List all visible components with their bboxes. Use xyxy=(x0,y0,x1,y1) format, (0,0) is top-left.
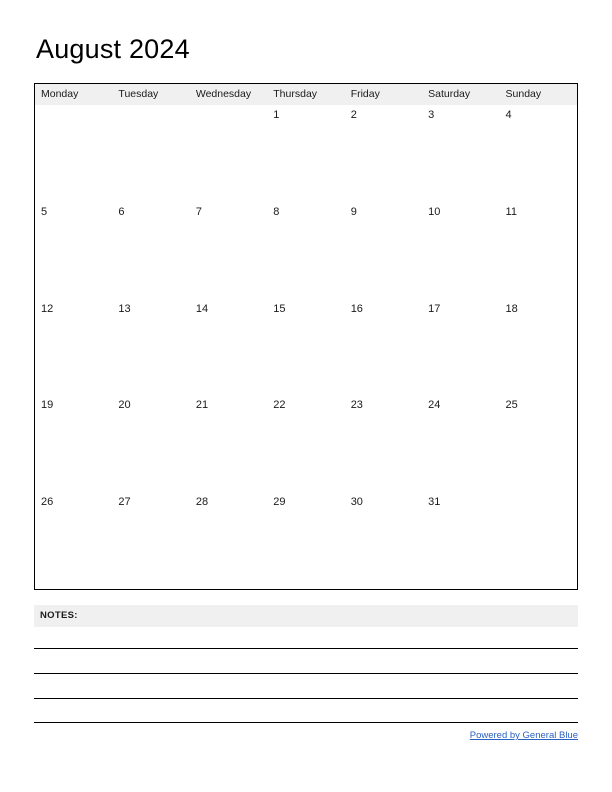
day-cell[interactable] xyxy=(35,395,112,492)
calendar-grid xyxy=(34,83,578,590)
day-cell[interactable] xyxy=(500,299,577,396)
notes-writing-line[interactable] xyxy=(34,698,578,699)
day-number: 14 xyxy=(195,302,209,315)
day-number: 8 xyxy=(273,205,280,218)
day-cell[interactable] xyxy=(422,105,499,202)
weekday-header-thursday: Thursday xyxy=(273,88,318,100)
day-cell[interactable] xyxy=(422,299,499,396)
day-number: 18 xyxy=(505,302,518,315)
day-cell[interactable] xyxy=(190,395,267,492)
day-cell[interactable] xyxy=(112,202,189,299)
day-number: 16 xyxy=(350,302,363,315)
day-number: 19 xyxy=(41,399,54,412)
day-number: 29 xyxy=(273,496,286,509)
day-cell[interactable] xyxy=(35,105,112,202)
day-cell[interactable] xyxy=(500,395,577,492)
day-number: 23 xyxy=(350,399,363,412)
day-number: 7 xyxy=(195,205,202,218)
weekday-header-sunday: Sunday xyxy=(505,88,542,100)
day-cell[interactable] xyxy=(112,395,189,492)
weekday-header-friday: Friday xyxy=(350,88,380,100)
calendar-week-row xyxy=(35,202,577,299)
day-cell[interactable] xyxy=(267,492,344,589)
day-cell[interactable] xyxy=(35,492,112,589)
day-cell[interactable] xyxy=(190,105,267,202)
day-cell[interactable] xyxy=(345,395,422,492)
weekday-header-wednesday: Wednesday xyxy=(195,88,252,100)
day-number: 22 xyxy=(273,399,286,412)
day-number: 6 xyxy=(118,205,125,218)
day-number: 10 xyxy=(428,205,441,218)
day-number: 1 xyxy=(273,109,280,121)
day-number: 24 xyxy=(428,399,441,412)
day-cell[interactable] xyxy=(422,395,499,492)
day-cell[interactable] xyxy=(267,395,344,492)
powered-by-link[interactable]: Powered by General Blue xyxy=(469,730,578,741)
day-cell[interactable] xyxy=(190,202,267,299)
day-cell[interactable] xyxy=(112,492,189,589)
day-cell[interactable] xyxy=(112,105,189,202)
day-cell[interactable] xyxy=(190,492,267,589)
day-cell[interactable] xyxy=(112,299,189,396)
day-number: 15 xyxy=(273,302,286,315)
day-number: 20 xyxy=(118,399,131,412)
calendar-weeks xyxy=(35,105,577,589)
day-cell[interactable] xyxy=(35,299,112,396)
day-cell[interactable] xyxy=(500,105,577,202)
day-number: 2 xyxy=(350,109,357,121)
notes-writing-line[interactable] xyxy=(34,648,578,649)
day-cell[interactable] xyxy=(422,202,499,299)
day-number: 13 xyxy=(118,302,131,315)
day-cell[interactable] xyxy=(500,202,577,299)
day-number: 21 xyxy=(195,399,209,412)
day-number: 26 xyxy=(41,496,54,509)
day-cell[interactable] xyxy=(500,492,577,589)
day-cell[interactable] xyxy=(267,299,344,396)
calendar-week-row xyxy=(35,105,577,202)
weekday-header-saturday: Saturday xyxy=(428,88,471,100)
notes-writing-line[interactable] xyxy=(34,673,578,674)
weekday-header-row xyxy=(35,84,577,105)
day-cell[interactable] xyxy=(267,105,344,202)
day-number: 3 xyxy=(428,109,435,121)
day-number: 27 xyxy=(118,496,131,509)
day-number: 11 xyxy=(505,205,517,218)
day-cell[interactable] xyxy=(345,299,422,396)
day-number: 17 xyxy=(428,302,441,315)
day-cell[interactable] xyxy=(190,299,267,396)
weekday-header-monday: Monday xyxy=(41,88,79,100)
day-number: 9 xyxy=(350,205,357,218)
day-number: 31 xyxy=(428,496,441,509)
day-cell[interactable] xyxy=(267,202,344,299)
day-number: 28 xyxy=(195,496,209,509)
day-number: 25 xyxy=(505,399,518,412)
day-number: 5 xyxy=(41,205,48,218)
calendar-week-row xyxy=(35,299,577,396)
day-cell[interactable] xyxy=(345,492,422,589)
notes-label: NOTES: xyxy=(40,610,78,621)
notes-writing-line[interactable] xyxy=(34,722,578,723)
notes-header-band xyxy=(34,605,578,627)
page-title: August 2024 xyxy=(36,34,190,64)
day-cell[interactable] xyxy=(422,492,499,589)
weekday-header-tuesday: Tuesday xyxy=(118,88,159,100)
calendar-week-row xyxy=(35,395,577,492)
day-cell[interactable] xyxy=(35,202,112,299)
day-number: 4 xyxy=(505,109,512,121)
day-number: 30 xyxy=(350,496,363,509)
day-cell[interactable] xyxy=(345,202,422,299)
calendar-week-row xyxy=(35,492,577,589)
day-cell[interactable] xyxy=(345,105,422,202)
day-number: 12 xyxy=(41,302,54,315)
